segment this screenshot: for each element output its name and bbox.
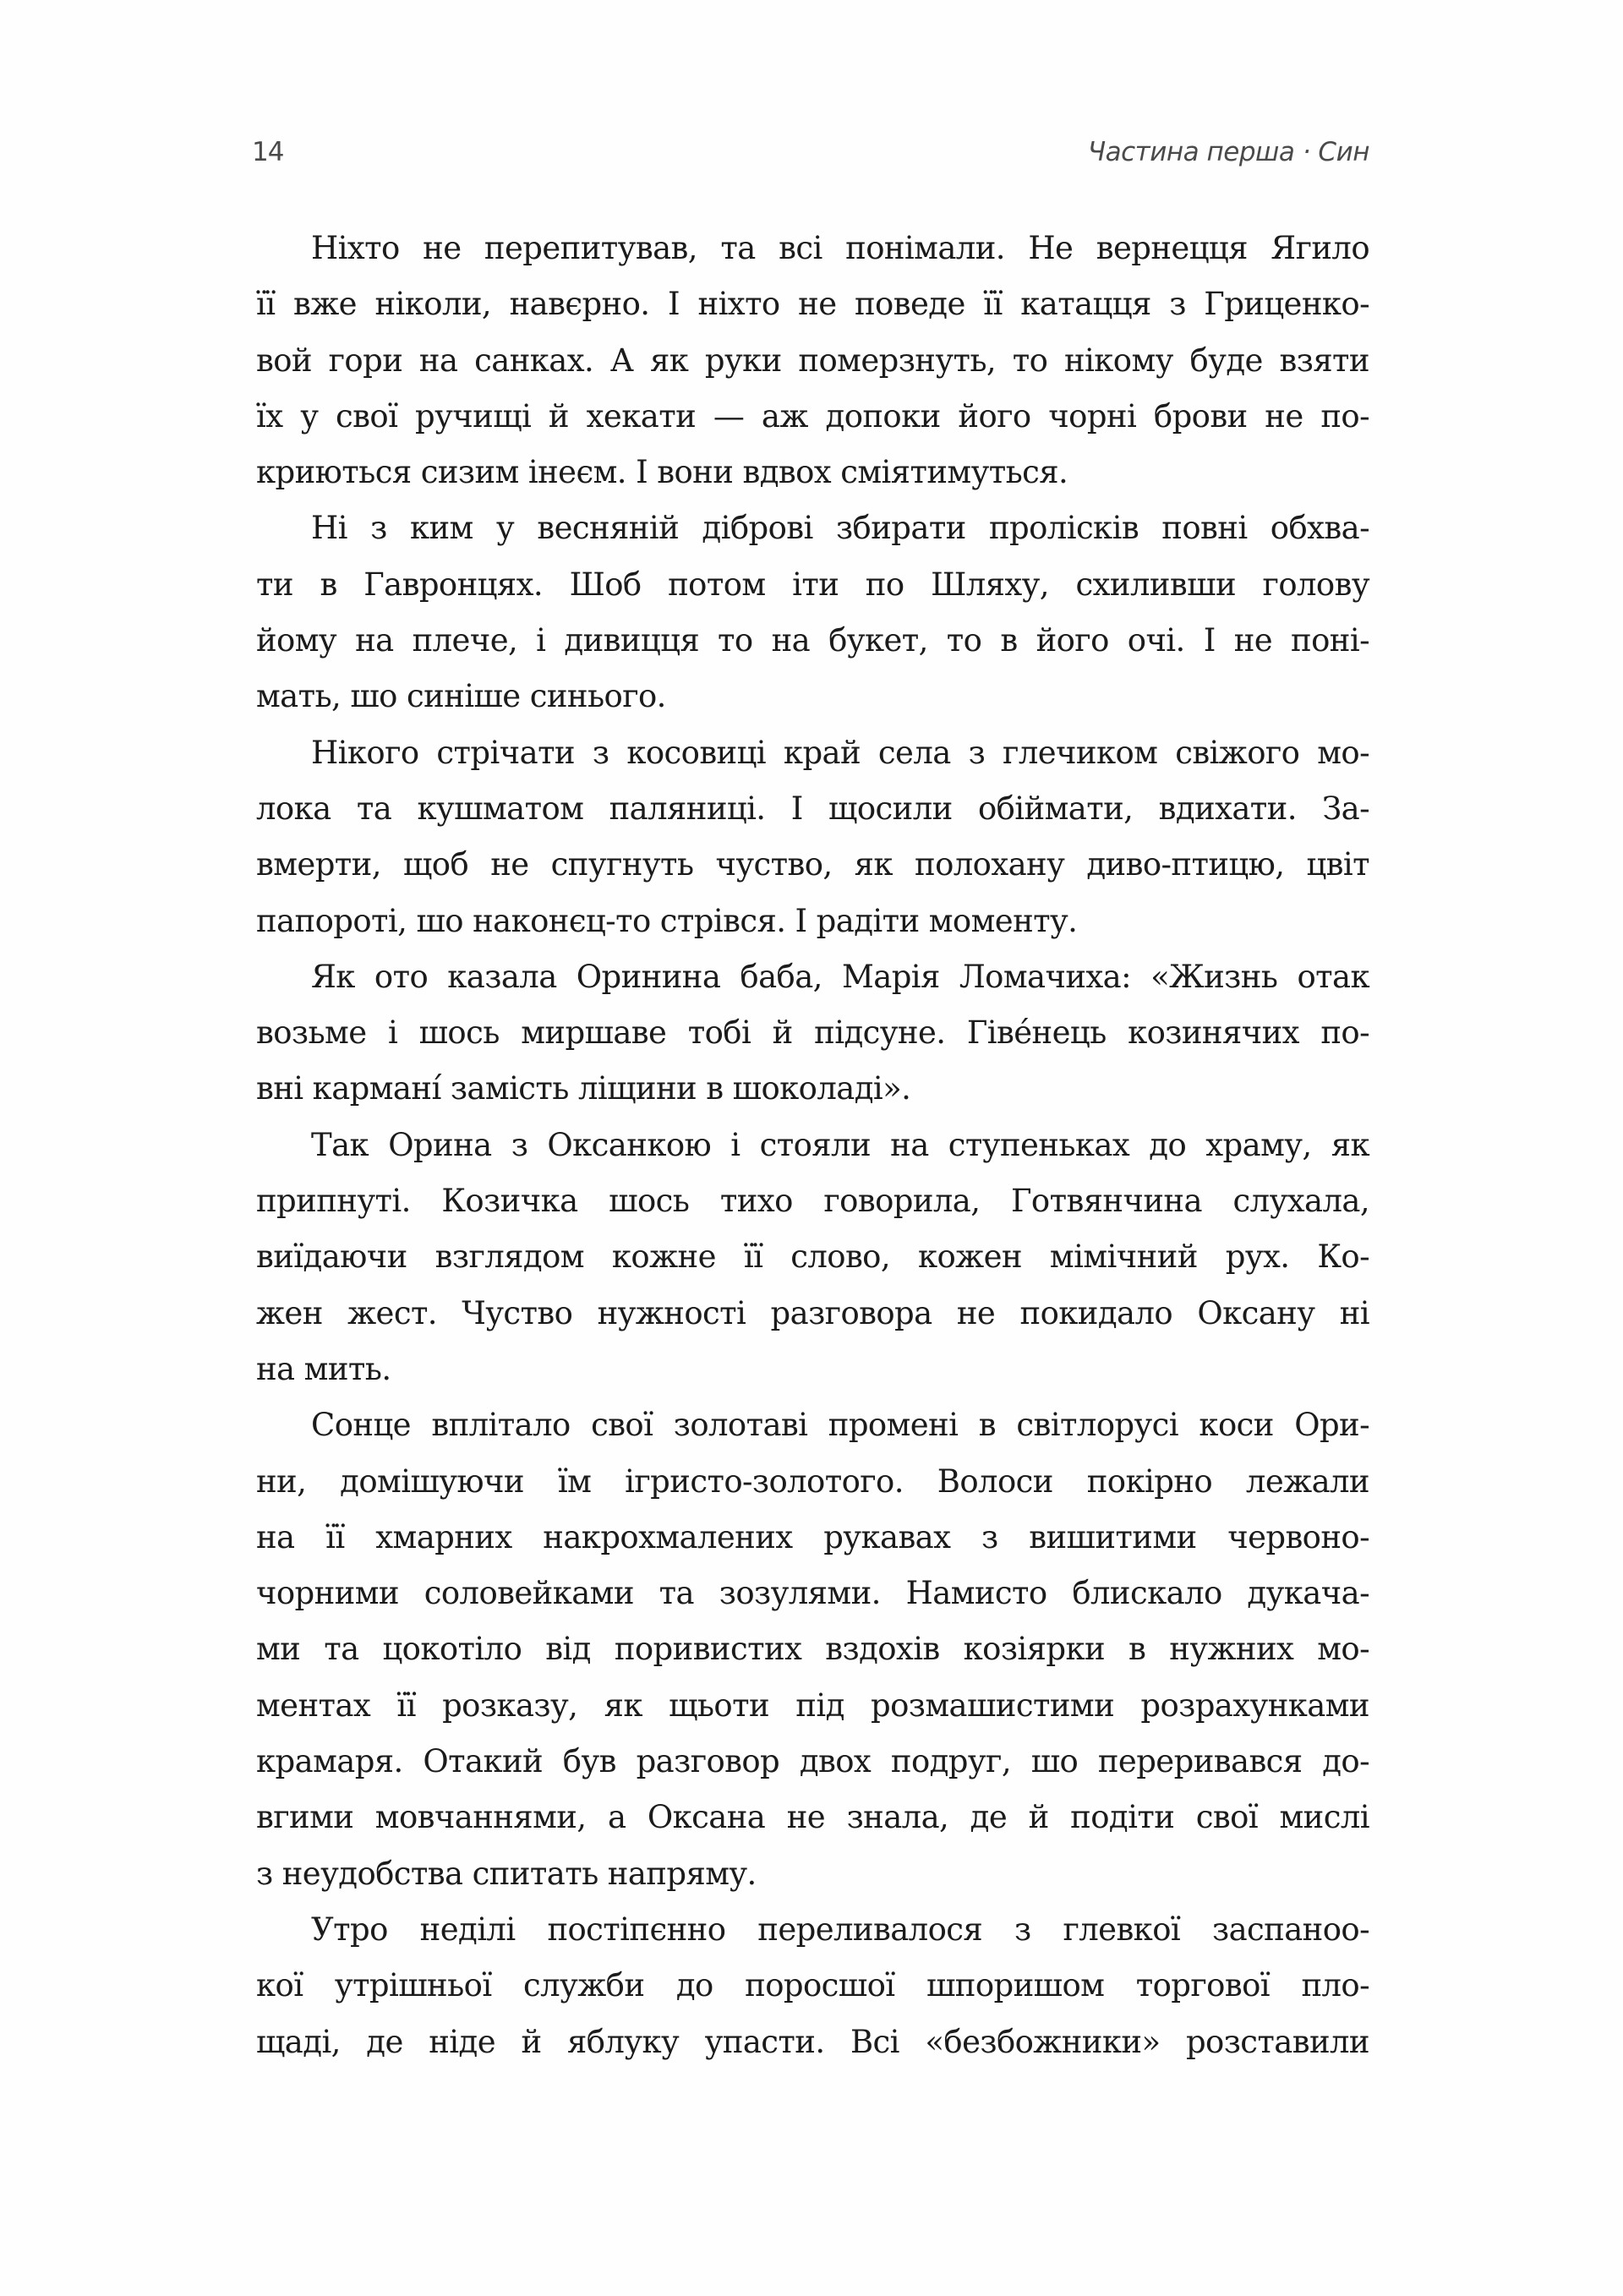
text-line: Сонце вплітало свої золотаві промені в світлорусі коси Ори- <box>311 1407 1369 1444</box>
text-line: Як ото казала Оринина баба, Марія Ломачиха: «Жизнь отак <box>311 958 1369 995</box>
text-line: вой гори на санках. А як руки померзнуть, то нікому буде взяти <box>256 342 1369 379</box>
text-line: возьме і шось миршаве тобі й підсуне. Гівéнець козинячих по- <box>256 1014 1369 1052</box>
text-line: ти в Гавронцях. Шоб потом іти по Шляху, схиливши голову <box>256 566 1369 603</box>
text-line: виїдаючи взглядом кожне її слово, кожен мімічний рух. Ко- <box>256 1238 1369 1276</box>
text-line: крамаря. Отакий був разговор двох подруг, шо переривався до- <box>256 1743 1369 1780</box>
text-line: припнуті. Козичка шось тихо говорила, Готвянчина слухала, <box>256 1183 1369 1220</box>
text-line: щаді, де ніде й яблуку упасти. Всі «безбожники» розставили <box>256 2023 1369 2060</box>
paragraph <box>256 949 1369 1118</box>
text-line: їх у свої ручищі й хекати — аж допоки його чорні брови не по- <box>256 397 1369 435</box>
paragraph <box>256 1902 1369 2070</box>
text-line: жен жест. Чуство нужності разговора не покидало Оксану ні <box>256 1294 1369 1331</box>
text-line: папороті, шо наконєц-то стрівся. І радіти моменту. <box>256 902 1078 939</box>
text-line: на мить. <box>256 1350 391 1387</box>
text-line: лока та кушматом паляниці. І щосили обіймати, вдихати. За- <box>256 790 1369 827</box>
paragraph <box>256 221 1369 500</box>
text-line: криються сизим інеєм. І вони вдвох сміятимуться. <box>256 454 1068 491</box>
text-line: вгими мовчаннями, а Оксана не знала, де й подіти свої мислі <box>256 1799 1369 1836</box>
paragraph <box>256 1397 1369 1902</box>
text-line: чорними соловейками та зозулями. Намисто блискало дукача- <box>256 1575 1369 1612</box>
text-line: кої утрішньої служби до поросшої шпоришом торгової пло- <box>256 1967 1369 2004</box>
paragraph <box>256 1118 1369 1397</box>
body-text <box>256 221 1369 2070</box>
text-line: ментах її розказу, як щьоти під розмашистими розрахунками <box>256 1686 1369 1724</box>
text-line: її вже ніколи, навєрно. І ніхто не поведе її катацця з Гриценко- <box>256 286 1369 323</box>
text-line: на її хмарних накрохмалених рукавах з вишитими червоно- <box>256 1518 1369 1555</box>
text-line: вмерти, щоб не спугнуть чуство, як полохану диво-птицю, цвіт <box>256 846 1369 883</box>
text-line: ни, домішуючи їм ігристо-золотого. Волоси покірно лежали <box>256 1462 1369 1500</box>
running-head <box>252 134 1369 171</box>
paragraph <box>256 725 1369 949</box>
text-line: з неудобства спитать напряму. <box>256 1855 757 1892</box>
text-line: Ні з ким у весняній діброві збирати пролісків повні обхва- <box>311 510 1369 547</box>
text-line: мать, шо синіше синього. <box>256 678 666 715</box>
text-line: Нікого стрічати з косовиці край села з глечиком свіжого мо- <box>311 734 1369 771</box>
text-line: ми та цокотіло від поривистих вздохів козіярки в нужних мо- <box>256 1631 1369 1668</box>
text-line: вні карманí замість ліщини в шоколаді». <box>256 1070 911 1107</box>
page-number: 14 <box>252 137 284 167</box>
paragraph <box>256 500 1369 724</box>
text-line: Утро неділі постіпєнно переливалося з глевкої заспанoo- <box>311 1911 1369 1948</box>
text-line: Так Орина з Оксанкою і стояли на ступеньках до храму, як <box>311 1126 1369 1163</box>
text-line: Ніхто не перепитував, та всі понімали. Не вернецця Ягило <box>311 230 1369 266</box>
chapter-title: Частина перша · Син <box>1087 137 1369 167</box>
text-line: йому на плече, і дивицця то на букет, то в його очі. І не поні- <box>256 622 1369 659</box>
